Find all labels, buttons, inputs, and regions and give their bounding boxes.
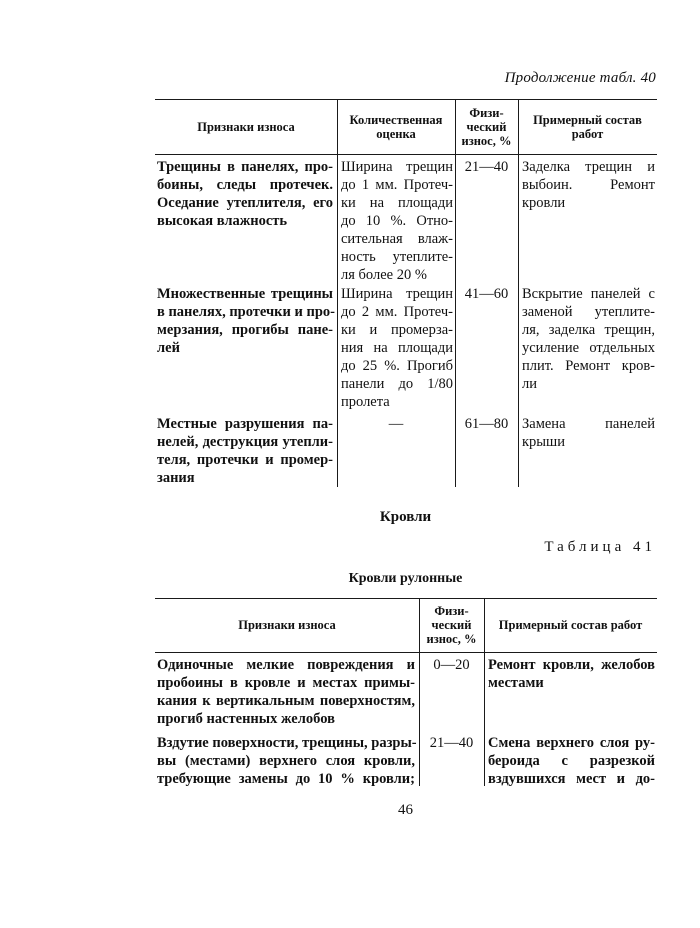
header-text: работ	[571, 126, 604, 141]
cell-line: заменой утеплите-	[522, 304, 655, 320]
table-caption: Кровли рулонные	[348, 571, 463, 586]
header-text: Примерный состав	[533, 112, 642, 127]
table-row-1-signs	[157, 158, 333, 230]
header-bottom-rule	[155, 154, 657, 155]
header-text: Количественная	[349, 112, 443, 127]
table-row-3-signs	[157, 415, 333, 487]
cell-line: ля более 20 %	[341, 267, 427, 283]
cell-line: ля, заделка трещин,	[522, 322, 655, 338]
cell-line: боины, следы протечек.	[157, 177, 333, 193]
table-row-2-signs	[157, 285, 333, 357]
cell-line: зания	[157, 470, 195, 486]
cell-line: Оседание утеплителя, его	[157, 195, 333, 211]
header-bottom-rule	[155, 652, 657, 653]
cell-line: плит. Ремонт кров-	[522, 358, 655, 374]
table-row-1-works	[488, 656, 655, 692]
table-40	[155, 99, 657, 487]
cell-line: до 1 мм. Протеч-	[341, 177, 453, 193]
cell-line: бероида с разрезкой	[488, 753, 655, 769]
cell-line: в панелях, протечки и про-	[157, 304, 335, 320]
continuation-label: Продолжение табл. 40	[504, 70, 656, 86]
cell-line: ния на площади	[341, 340, 453, 356]
table-row-2-works	[488, 734, 655, 788]
header-text: ческий	[466, 119, 507, 134]
cell-line: Ширина трещин	[341, 286, 453, 302]
header-assessment	[337, 99, 455, 154]
cell-line: ки и промерза-	[341, 322, 453, 338]
cell-line: высокая влажность	[157, 213, 288, 229]
cell-line: до 25 %. Прогиб	[341, 358, 453, 374]
cell-line: ность утеплите-	[341, 249, 453, 265]
cell-line: Ширина трещин	[341, 159, 453, 175]
header-works	[484, 598, 657, 652]
table-row-2-assessment	[341, 285, 453, 411]
cell-line: до 10 %. Отно-	[341, 213, 453, 229]
header-signs	[155, 598, 419, 652]
cell-line: ки на площади	[341, 195, 453, 211]
header-works	[518, 99, 657, 154]
table-row-1-wear: 21—40	[464, 159, 509, 175]
cell-line: усиление отдельных	[522, 340, 655, 356]
table-row-1-wear: 0—20	[433, 657, 470, 673]
header-text: ческий	[431, 618, 472, 632]
cell-line: кания к вертикальным поверхностям,	[157, 693, 415, 709]
cell-line: панели до 1/80	[341, 376, 453, 392]
cell-line: Заделка трещин и	[522, 159, 655, 175]
cell-line: Смена верхнего слоя ру-	[488, 735, 655, 751]
table-label: Таблица 41	[544, 539, 656, 555]
cell-line: пролета	[341, 394, 390, 410]
column-divider	[518, 99, 519, 487]
cell-line: до 2 мм. Протеч-	[341, 304, 453, 320]
header-text: износ, %	[461, 133, 512, 148]
cell-line: выбоин. Ремонт	[522, 177, 655, 193]
cell-line: Замена панелей	[522, 416, 655, 432]
header-wear	[419, 598, 484, 652]
header-text: Признаки износа	[238, 618, 336, 632]
header-text: Физи-	[469, 105, 504, 120]
cell-line: крыши	[522, 434, 565, 450]
header-text: Признаки износа	[197, 119, 295, 134]
header-text: Физи-	[434, 604, 469, 618]
table-row-2-works	[522, 285, 655, 393]
table-row-2-signs	[157, 734, 415, 788]
page-number: 46	[398, 802, 413, 818]
cell-line: сительная влаж-	[341, 231, 453, 247]
cell-line: лей	[157, 340, 180, 356]
header-text: Примерный состав работ	[498, 618, 643, 632]
section-title: Кровли	[379, 509, 432, 525]
cell-line: Вскрытие панелей с	[522, 286, 655, 302]
cell-line: Ремонт кровли, желобов	[488, 657, 655, 673]
cell-line: требующие замены до 10 % кровли;	[157, 771, 415, 787]
table-row-3-wear: 61—80	[464, 416, 509, 432]
table-row-2-wear: 21—40	[429, 735, 474, 751]
table-row-2-wear: 41—60	[464, 286, 509, 302]
cell-line: пробоины в кровле и местах примы-	[157, 675, 415, 691]
cell-line: ли	[522, 376, 537, 392]
cell-line: вздувшихся мест и до-	[488, 771, 655, 787]
header-wear	[455, 99, 518, 154]
cell-line: прогиб настенных желобов	[157, 711, 335, 727]
table-row-1-works	[522, 158, 655, 212]
cell-line: нелей, деструкция утепли-	[157, 434, 333, 450]
cell-line: Одиночные мелкие повреждения и	[157, 657, 415, 673]
table-row-3-works	[522, 415, 655, 451]
table-row-1-assessment	[341, 158, 453, 284]
cell-line: кровли	[522, 195, 566, 211]
cell-line: Местные разрушения па-	[157, 416, 333, 432]
header-signs	[155, 99, 337, 154]
table-41	[155, 598, 657, 786]
cell-line: местами	[488, 675, 544, 691]
cell-line: Множественные трещины	[157, 286, 333, 302]
cell-line: Трещины в панелях, про-	[157, 159, 333, 175]
cell-line: теля, протечки и промер-	[157, 452, 333, 468]
header-text: износ, %	[426, 632, 477, 646]
header-text: оценка	[376, 126, 416, 141]
cell-line: мерзания, прогибы пане-	[157, 322, 333, 338]
cell-line: вы (местами) верхнего слоя кровли,	[157, 753, 415, 769]
table-row-3-assessment: —	[388, 416, 404, 432]
table-row-1-signs	[157, 656, 415, 728]
cell-line: Вздутие поверхности, трещины, разры-	[157, 735, 417, 751]
